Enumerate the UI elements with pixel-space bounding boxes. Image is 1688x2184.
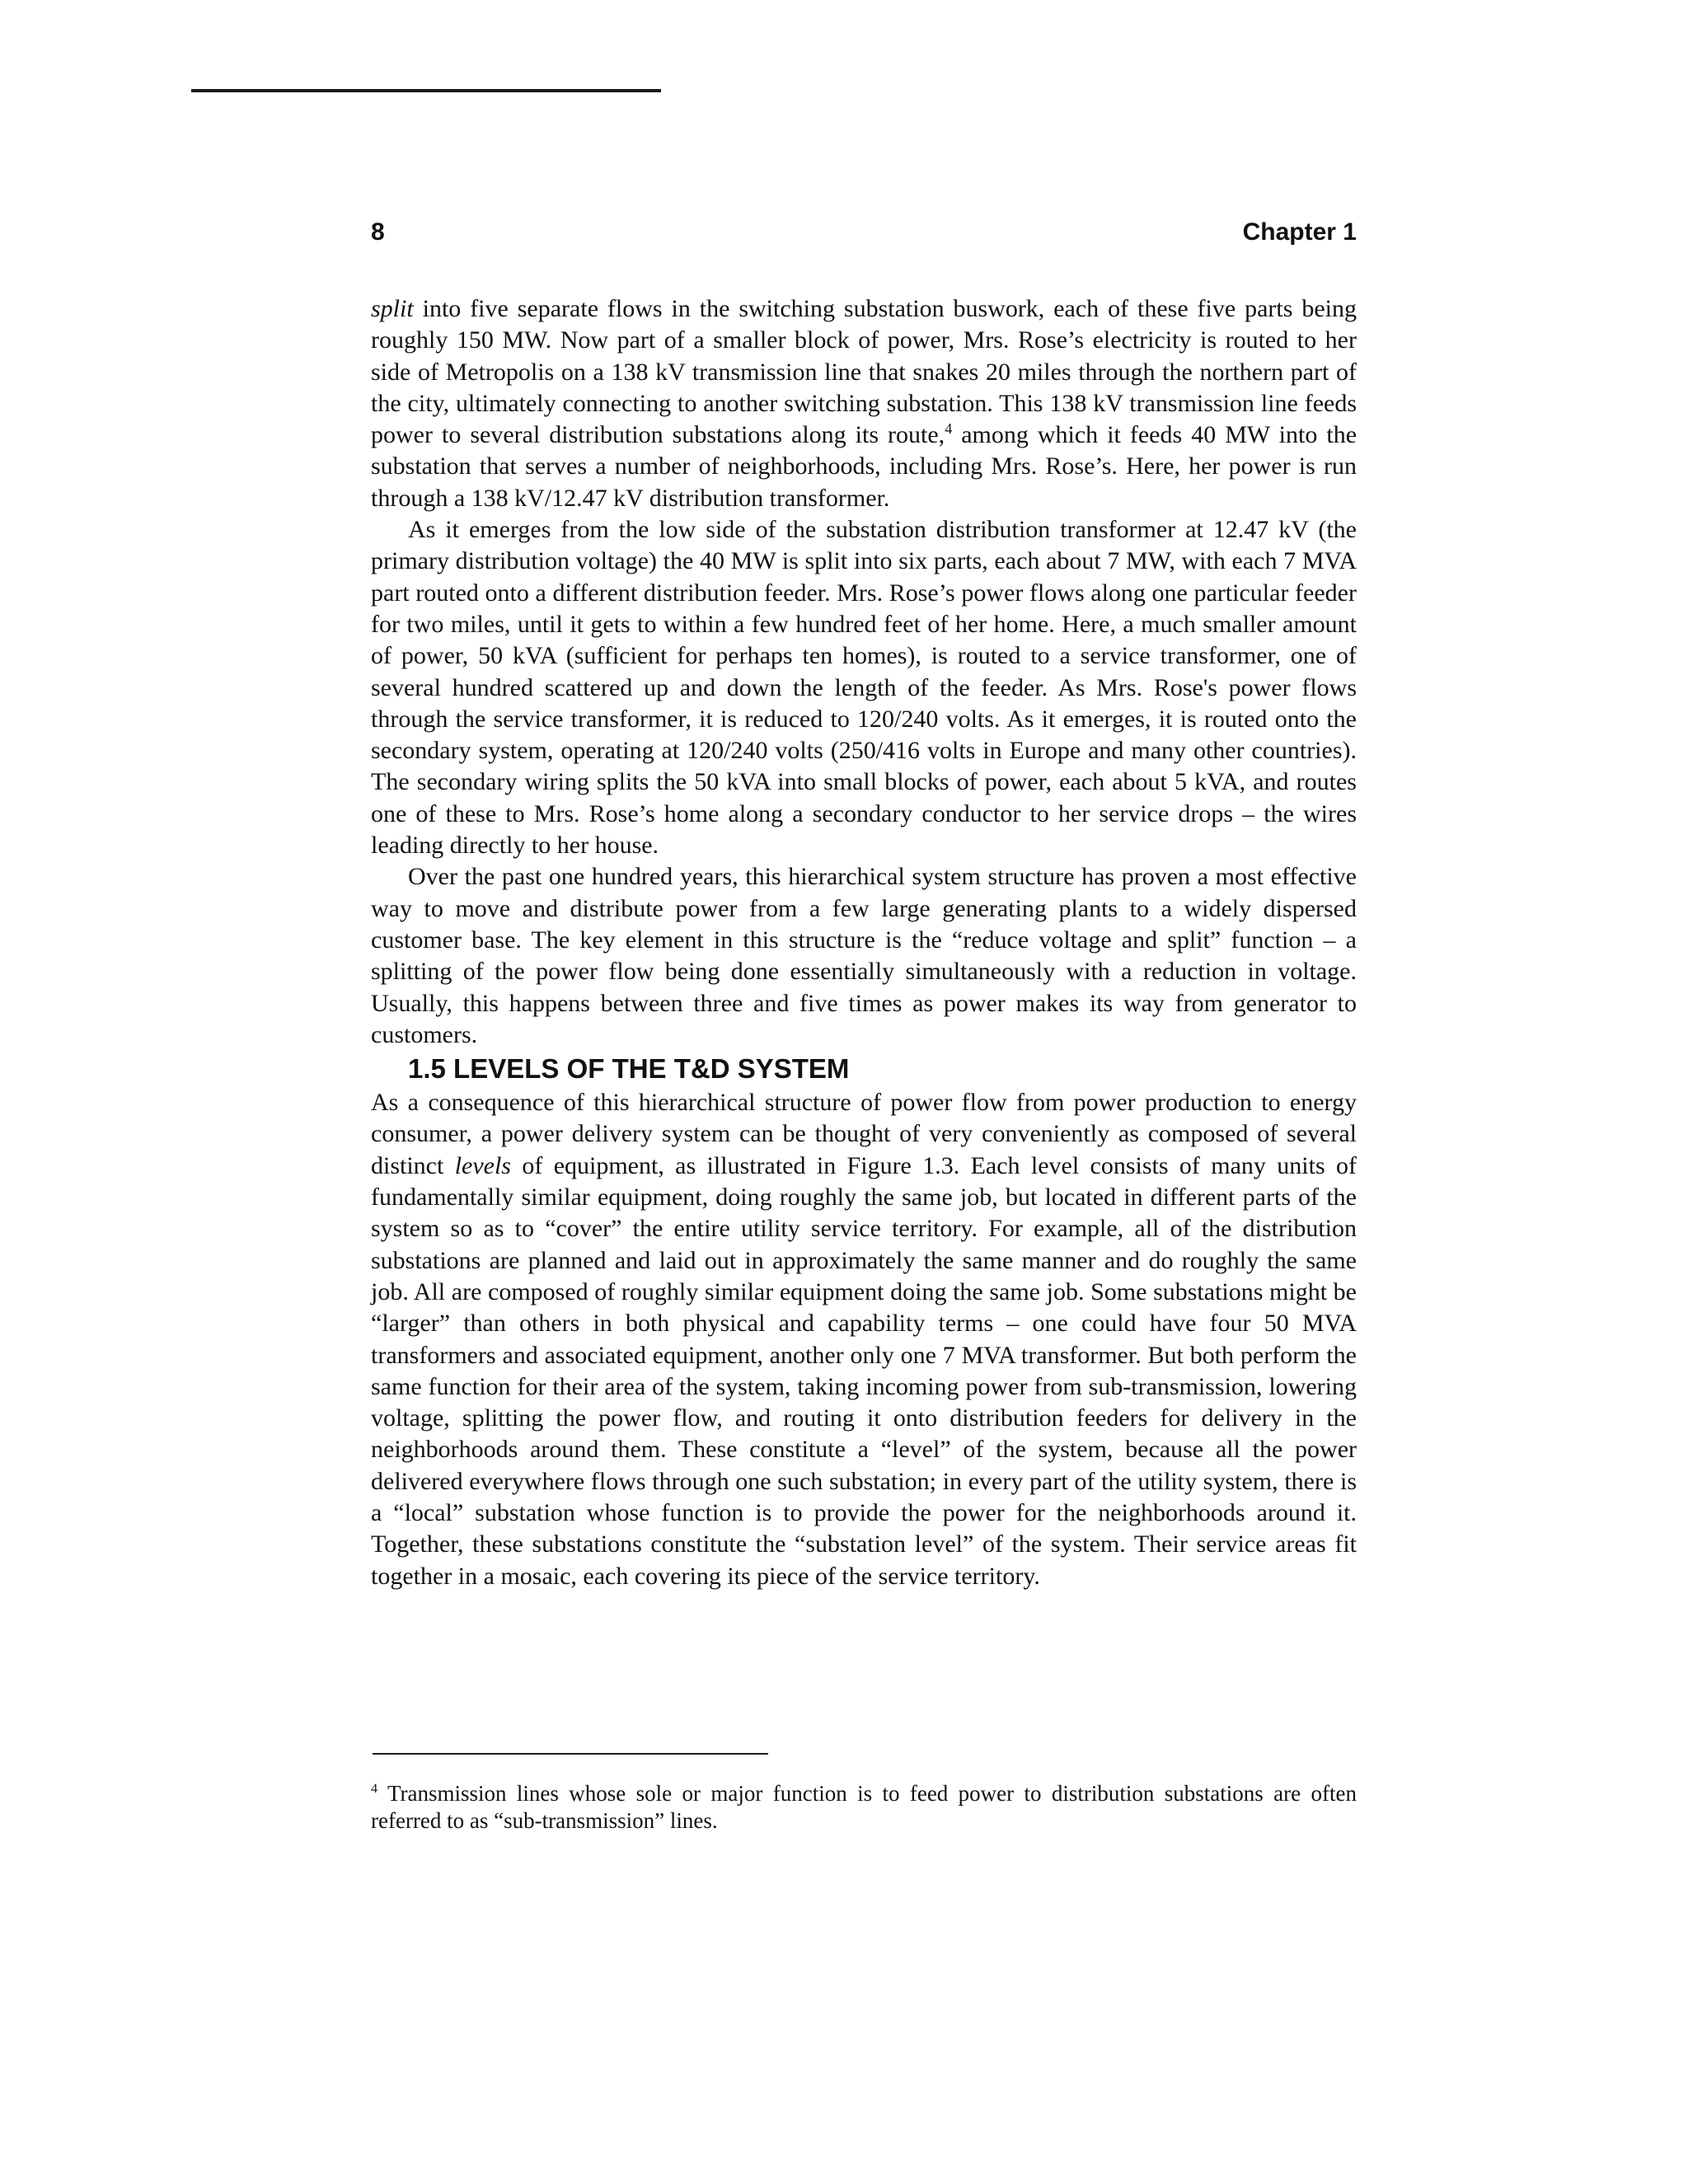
italic-lead: split xyxy=(371,295,414,322)
paragraph-4-text-b: of equipment, as illustrated in Figure 1.3. Each level consists of many units of fundamentally similar equipment, doing roughly the same job, but located in different parts of the system so as to “cover” the entire utility service territory. For example, all of the distribution substations are planned and laid out in approximately the same manner and do roughly the same job. All are composed of roughly similar equipment doing the same job. Some substations might be “larger” than others in both physical and capability terms – one could have four 50 MVA transformers and associated equipment, another only one 7 MVA transformer. But both perform the same function for their area of the system, taking incoming power from sub-transmission, lowering voltage, splitting the power flow, and routing it onto distribution feeders for delivery in the neighborhoods around them. These constitute a “level” of the system, because all the power delivered everywhere flows through one such substation; in every part of the utility system, there is a “local” substation whose function is to provide the power for the neighborhoods around it. Together, these substations constitute the “substation level” of the system. Their service areas fit together in a mosaic, each covering its piece of the service territory. xyxy=(371,1151,1357,1590)
paragraph-2: As it emerges from the low side of the substation distribution transformer at 12.47 kV (the primary distribution voltage) the 40 MW is split into six parts, each about 7 MW, with each 7 MVA part routed onto a different distribution feeder. Mrs. Rose’s power flows along one particular feeder for two miles, until it gets to within a few hundred feet of her home. Here, a much smaller amount of power, 50 kVA (sufficient for perhaps ten homes), is routed to a service transformer, one of several hundred scattered up and down the length of the feeder. As Mrs. Rose's power flows through the service transformer, it is reduced to 120/240 volts. As it emerges, it is routed onto the secondary system, operating at 120/240 volts (250/416 volts in Europe and many other countries). The secondary wiring splits the 50 kVA into small blocks of power, each about 5 kVA, and routes one of these to Mrs. Rose’s home along a secondary conductor to her service drops – the wires leading directly to her house. xyxy=(371,516,1357,860)
top-rule xyxy=(191,89,661,92)
footnote-ref[interactable]: 4 xyxy=(945,420,953,438)
body-text xyxy=(371,293,1357,1592)
paragraph-4-text-a: As a consequence of this hierarchical structure of power flow from power production to energy consumer, a power delivery system can be thought of very conveniently as composed of several distinct xyxy=(371,1089,1357,1179)
chapter-label: Chapter 1 xyxy=(1242,218,1357,246)
running-head xyxy=(371,216,1357,249)
page-number: 8 xyxy=(371,218,385,246)
footnote-body xyxy=(356,1780,1357,1835)
footnote-marker: 4 xyxy=(371,1781,378,1796)
paragraph-1-text-b: among which it feeds 40 MW into the substation that serves a number of neighborhoods, including Mrs. Rose’s. Here, her power is run through a 138 kV/12.47 kV distribution transformer. xyxy=(371,421,1357,512)
section-heading: 1.5 LEVELS OF THE T&D SYSTEM xyxy=(408,1053,850,1085)
italic-word: levels xyxy=(454,1151,511,1179)
paragraph-3: Over the past one hundred years, this hierarchical system structure has proven a most effective way to move and distribute power from a few large generating plants to a widely dispersed customer base. The key element in this structure is the “reduce voltage and split” function – a splitting of the power flow being done essentially simultaneously with a reduction in voltage. Usually, this happens between three and five times as power makes its way from generator to customers. xyxy=(371,863,1357,1048)
paragraph-1-text-a: into five separate flows in the switching substation buswork, each of these five parts being roughly 150 MW. Now part of a smaller block of power, Mrs. Rose’s electricity is routed to her side of Metropolis on a 138 kV transmission line that snakes 20 miles through the northern part of the city, ultimately connecting to another switching substation. This 138 kV transmission line feeds power to several distribution substations along its route, xyxy=(371,295,1357,449)
paragraph-4 xyxy=(371,1087,1357,1592)
footnote-text: Transmission lines whose sole or major function is to feed power to distribution substations are often referred to as “sub-transmission” lines. xyxy=(371,1781,1357,1833)
footnote xyxy=(356,1780,1357,1835)
paragraph-1 xyxy=(371,293,1357,514)
footnote-rule xyxy=(373,1753,768,1755)
